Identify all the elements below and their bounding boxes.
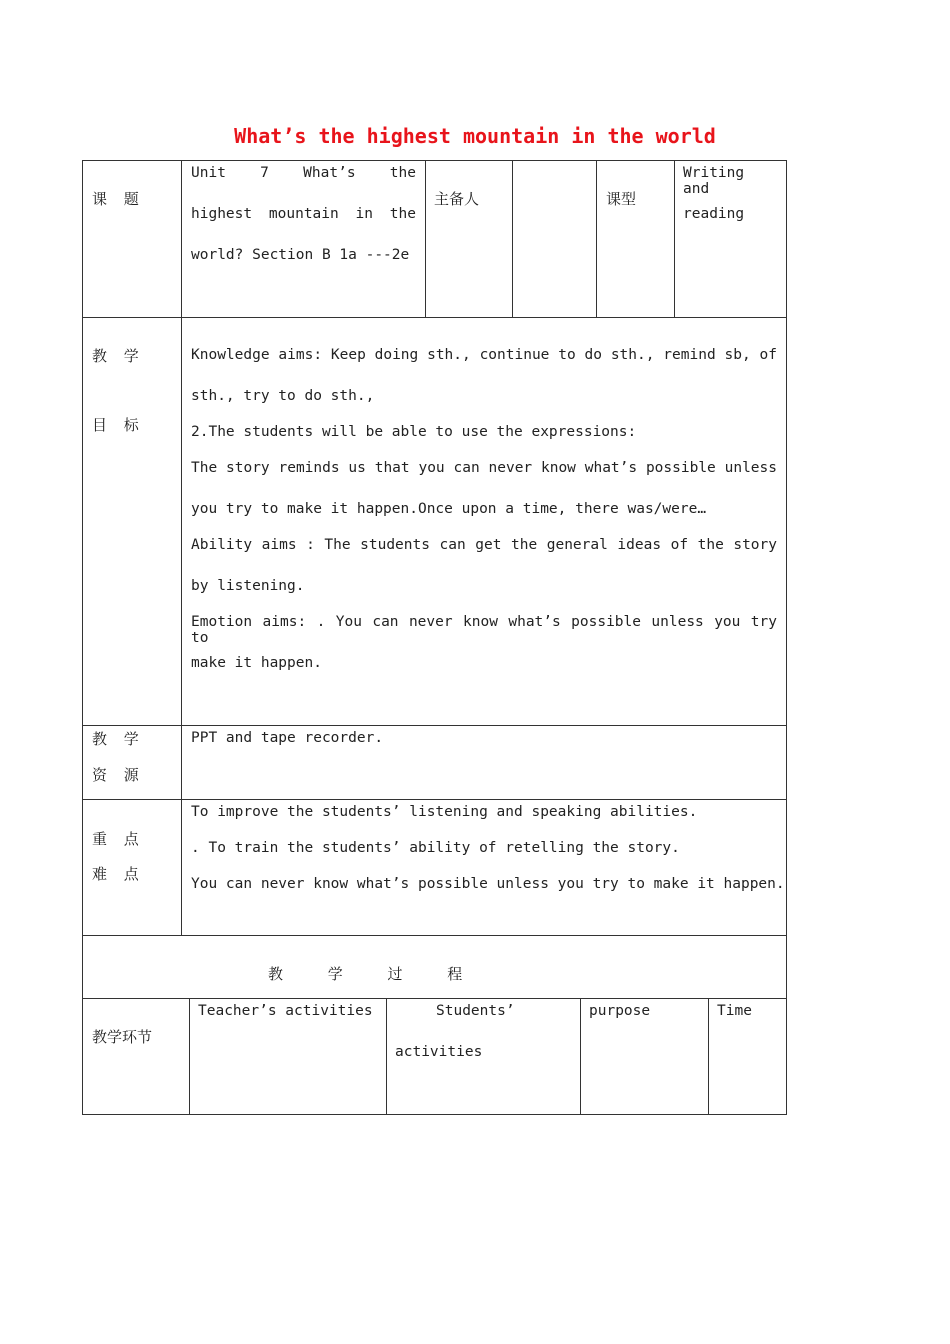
page-title: What’s the highest mountain in the world <box>234 124 716 148</box>
col-students-header-2: activities <box>395 1044 483 1060</box>
key-points-label-top: 重 点 <box>92 830 145 848</box>
aims-label-top: 教 学 <box>92 347 145 365</box>
topic-line-1: Unit 7 What’s the <box>191 165 416 181</box>
col-divider <box>181 160 182 935</box>
key-point-line: To improve the students’ listening and speaking abilities. <box>191 804 698 820</box>
aims-line: 2.The students will be able to use the expressions: <box>191 424 637 440</box>
resources-text: PPT and tape recorder. <box>191 730 384 746</box>
aims-label-bottom: 目 标 <box>92 416 145 434</box>
col-divider <box>189 998 190 1115</box>
aims-line: by listening. <box>191 578 305 594</box>
aims-line: you try to make it happen.Once upon a time, there was/were… <box>191 501 707 517</box>
col-step-header: 教学环节 <box>92 1028 153 1046</box>
aims-line: The story reminds us that you can never know what’s possible unless <box>191 460 777 476</box>
col-divider <box>386 998 387 1115</box>
preparer-label: 主备人 <box>434 190 480 208</box>
key-point-line: . To train the students’ ability of retelling the story. <box>191 840 680 856</box>
topic-line-2: highest mountain in the <box>191 206 416 222</box>
col-teacher-header: Teacher’s activities <box>198 1003 373 1019</box>
col-divider <box>425 160 426 317</box>
col-divider <box>674 160 675 317</box>
col-time-header: Time <box>717 1003 752 1019</box>
col-divider <box>512 160 513 317</box>
key-points-label-bottom: 难 点 <box>92 865 145 883</box>
process-heading: 教 学 过 程 <box>268 965 483 983</box>
col-students-header-1: Students’ <box>436 1003 515 1019</box>
col-purpose-header: purpose <box>589 1003 651 1019</box>
key-point-line: You can never know what’s possible unless you try to make it happen. <box>191 876 785 892</box>
resources-label-bottom: 资 源 <box>92 766 145 784</box>
type-label: 课型 <box>606 190 637 208</box>
col-divider <box>708 998 709 1115</box>
row-divider <box>82 725 787 726</box>
aims-line: sth., try to do sth., <box>191 388 375 404</box>
aims-line: Emotion aims: . You can never know what’s possible unless you try to <box>191 614 777 646</box>
type-line-2: reading <box>683 206 745 222</box>
topic-label: 课 题 <box>92 190 145 208</box>
aims-line: Knowledge aims: Keep doing sth., continue to do sth., remind sb, of <box>191 347 777 363</box>
col-divider <box>580 998 581 1115</box>
aims-line: Ability aims : The students can get the general ideas of the story <box>191 537 777 553</box>
row-divider <box>82 799 787 800</box>
type-line-1: Writing and <box>683 165 745 197</box>
topic-line-3: world? Section B 1a ---2e <box>191 247 410 263</box>
aims-line: make it happen. <box>191 655 322 671</box>
col-divider <box>596 160 597 317</box>
row-divider <box>82 935 787 936</box>
row-divider <box>82 998 787 999</box>
row-divider <box>82 317 787 318</box>
resources-label-top: 教 学 <box>92 730 145 748</box>
